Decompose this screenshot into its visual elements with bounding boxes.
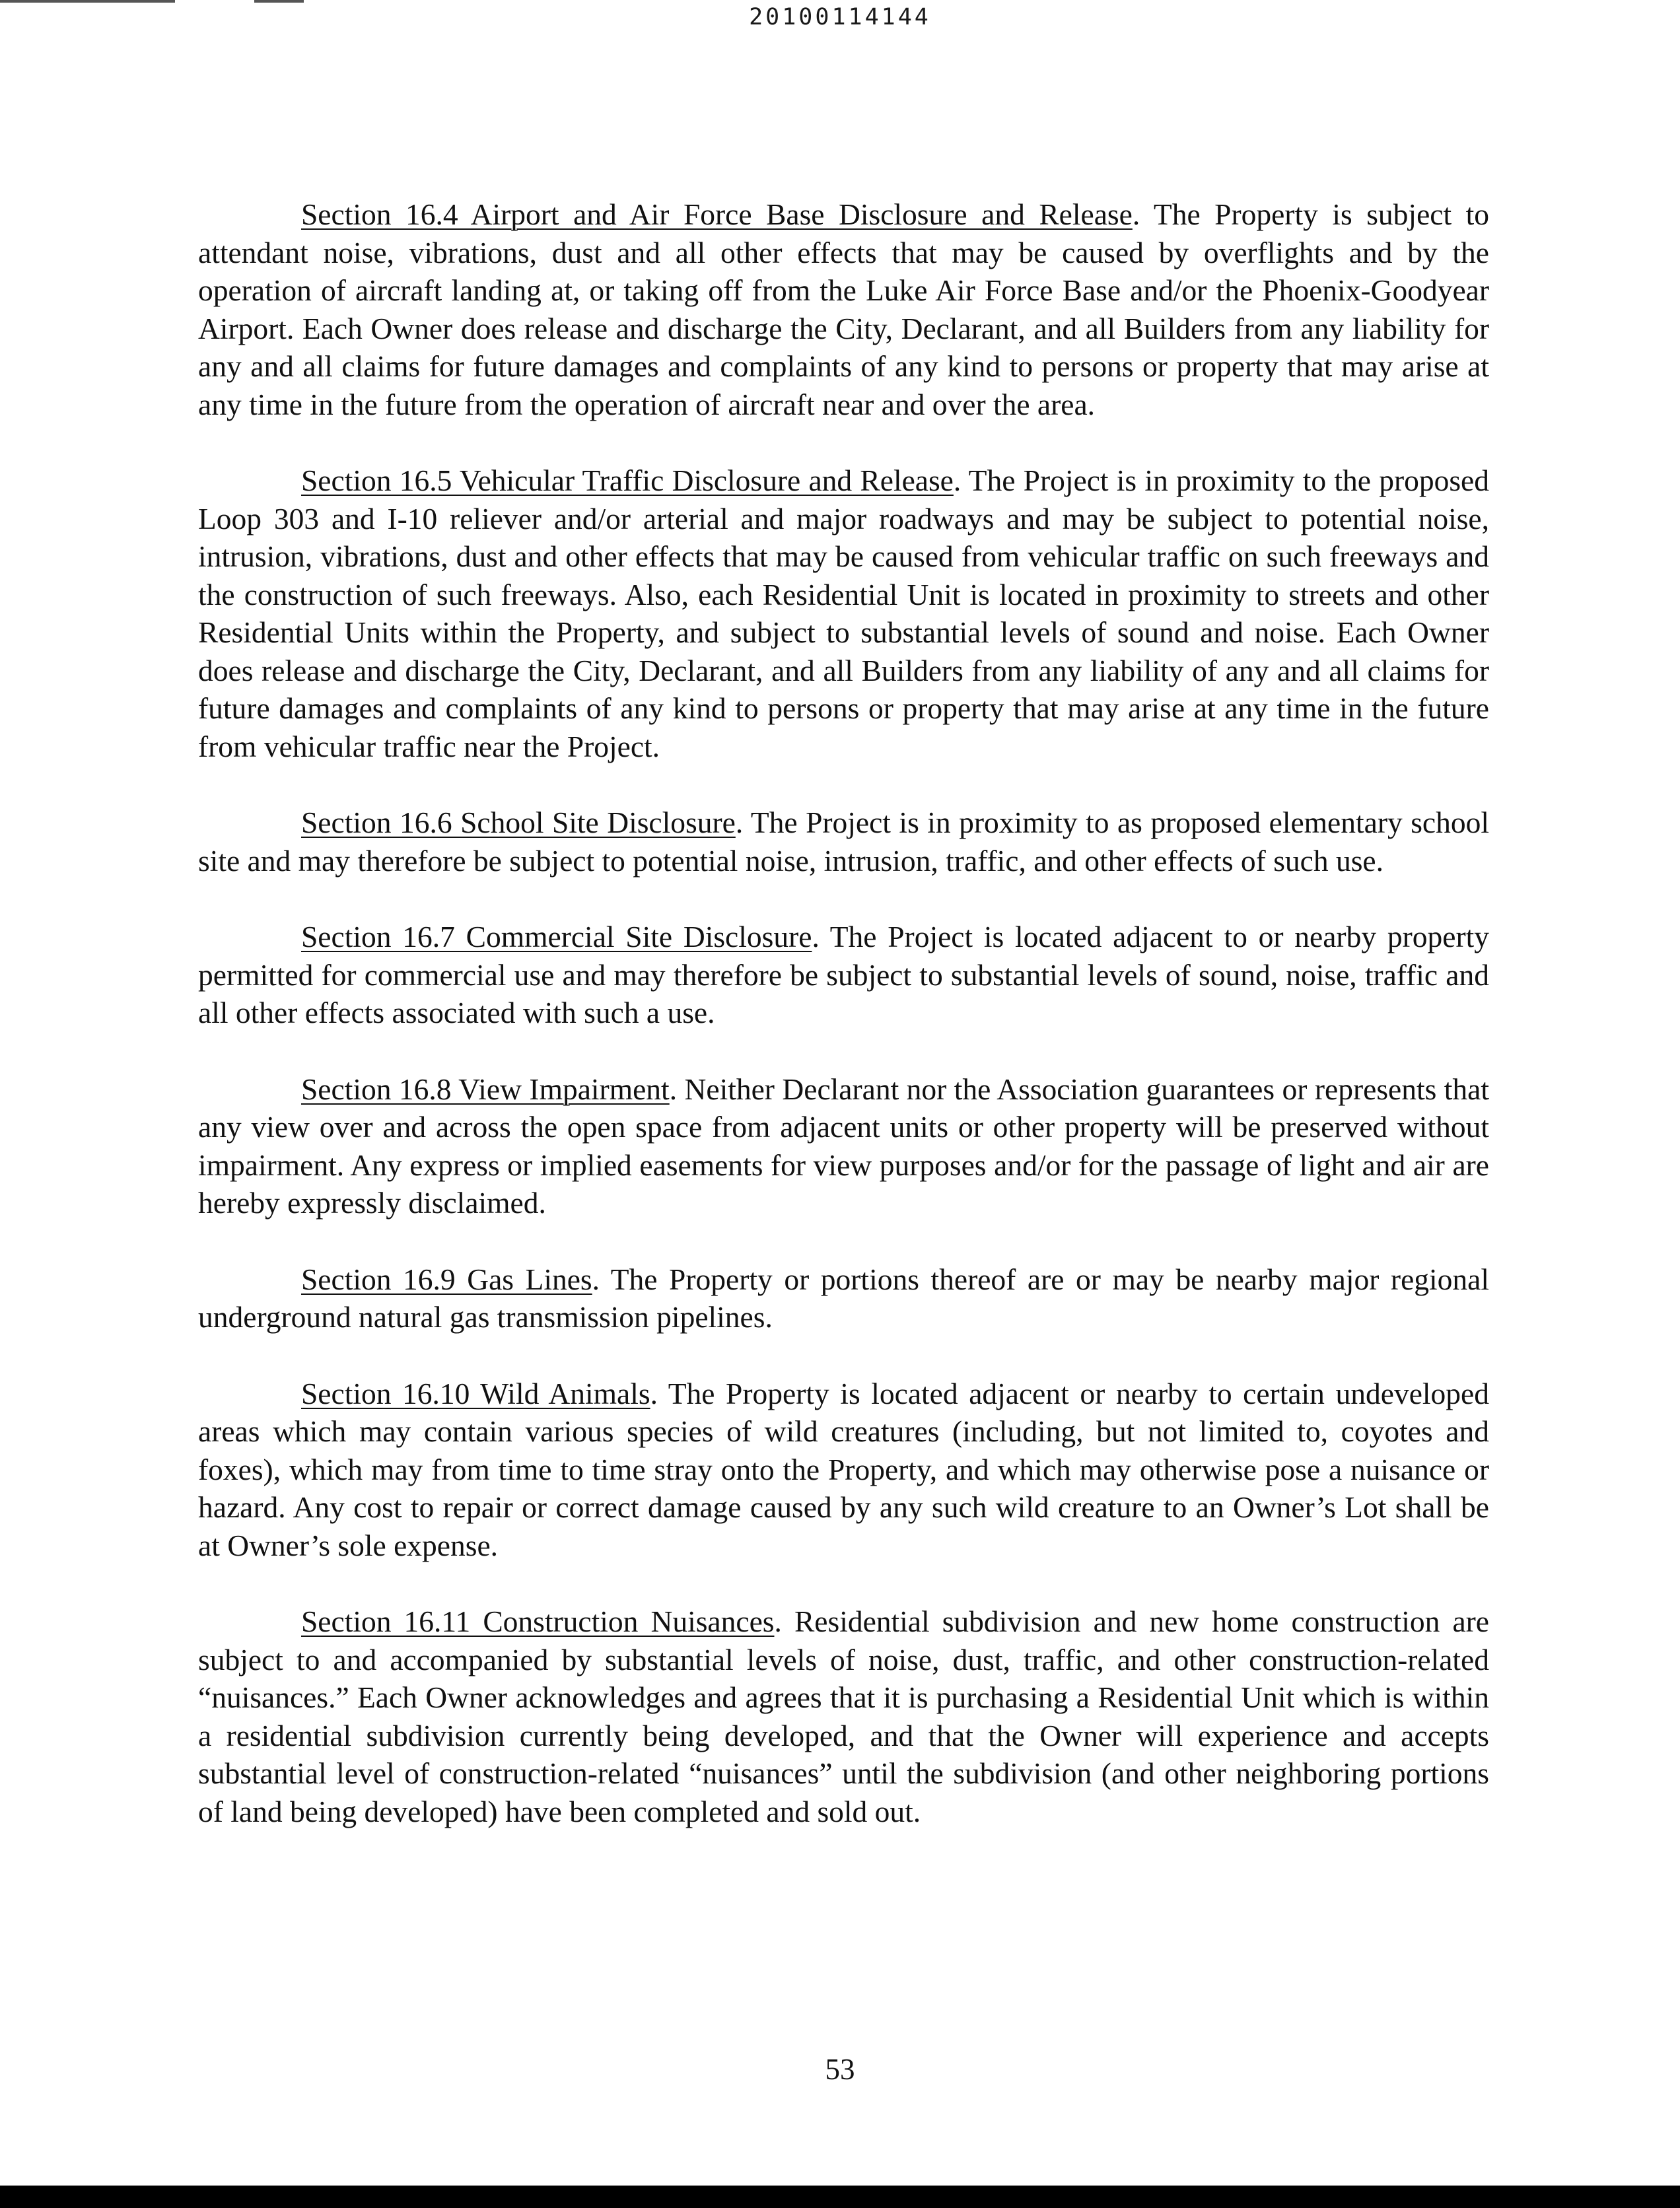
section-text: . The Property or portions thereof are or may be nearby major regional underground natural gas transmission pipelines. bbox=[198, 1262, 1489, 1334]
top-scan-rule-left bbox=[0, 0, 175, 3]
section-text: . The Project is in proximity to as proposed elementary school site and may therefore be subject to potential noise, intrusion, traffic, and other effects of such use. bbox=[198, 806, 1490, 878]
section-16-7 bbox=[198, 918, 1489, 1032]
section-text: . The Project is located adjacent to or nearby property permitted for commercial use and may therefore be subject to substantial levels of sound, noise, traffic and all other effects associated with such a use. bbox=[198, 920, 1489, 1029]
section-heading: Section 16.6 School Site Disclosure bbox=[301, 806, 736, 839]
section-16-5 bbox=[198, 462, 1489, 765]
section-heading: Section 16.11 Construction Nuisances bbox=[301, 1604, 775, 1638]
section-text: . Residential subdivision and new home construction are subject to and accompanied by substantial levels of noise, dust, traffic, and other construction-related “nuisances.” Each Owner acknowledges and agrees that it is purchasing a Residential Unit which is within a residential subdivision currently being developed, and that the Owner will experience and accepts substantial level of construction-related “nuisances” until the subdivision (and other neighboring portions of land being developed) have been completed and sold out. bbox=[198, 1604, 1489, 1828]
section-text: . Neither Declarant nor the Association guarantees or represents that any view over and across the open space from adjacent units or other property will be preserved without impairment. Any express or implied easements for view purposes and/or for the passage of light and air are hereby expressly disclaimed. bbox=[198, 1072, 1489, 1220]
section-heading: Section 16.8 View Impairment bbox=[301, 1072, 670, 1106]
bottom-scan-bar bbox=[0, 2186, 1680, 2208]
section-16-11 bbox=[198, 1603, 1489, 1830]
section-16-6 bbox=[198, 804, 1489, 880]
document-body bbox=[198, 195, 1489, 1830]
section-text: . The Property is located adjacent or nearby to certain undeveloped areas which may contain various species of wild creatures (including, but not limited to, coyotes and foxes), which may from time to time stray onto the Property, and which may otherwise pose a nuisance or hazard. Any cost to repair or correct damage caused by any such wild creature to an Owner’s Lot shall be at Owner’s sole expense. bbox=[198, 1376, 1489, 1562]
document-number: 20100114144 bbox=[749, 4, 931, 30]
section-heading: Section 16.5 Vehicular Traffic Disclosure and Release bbox=[301, 464, 954, 497]
section-16-8 bbox=[198, 1070, 1489, 1222]
section-16-4 bbox=[198, 195, 1489, 423]
section-heading: Section 16.7 Commercial Site Disclosure bbox=[301, 920, 812, 953]
top-scan-rule-right bbox=[254, 0, 304, 3]
section-heading: Section 16.10 Wild Animals bbox=[301, 1376, 650, 1410]
section-16-9 bbox=[198, 1260, 1489, 1336]
section-heading: Section 16.9 Gas Lines bbox=[301, 1262, 592, 1296]
page-number: 53 bbox=[825, 2053, 855, 2086]
section-text: . The Project is in proximity to the proposed Loop 303 and I-10 reliever and/or arterial and major roadways and may be subject to potential noise, intrusion, vibrations, dust and other effects that may be caused from vehicular traffic on such freeways and the construction of such freeways. Also, each Residential Unit is located in proximity to streets and other Residential Units within the Property, and subject to substantial levels of sound and noise. Each Owner does release and discharge the City, Declarant, and all Builders from any liability of any and all claims for future damages and complaints of any kind to persons or property that may arise at any time in the future from vehicular traffic near the Project. bbox=[198, 464, 1489, 763]
section-text: . The Property is subject to attendant noise, vibrations, dust and all other effects that may be caused by overflights and by the operation of aircraft landing at, or taking off from the Luke Air Force Base and/or the Phoenix-Goodyear Airport. Each Owner does release and discharge the City, Declarant, and all Builders from any liability for any and all claims for future damages and complaints of any kind to persons or property that may arise at any time in the future from the operation of aircraft near and over the area. bbox=[198, 197, 1490, 421]
section-16-10 bbox=[198, 1375, 1489, 1565]
section-heading: Section 16.4 Airport and Air Force Base Disclosure and Release bbox=[301, 197, 1133, 231]
